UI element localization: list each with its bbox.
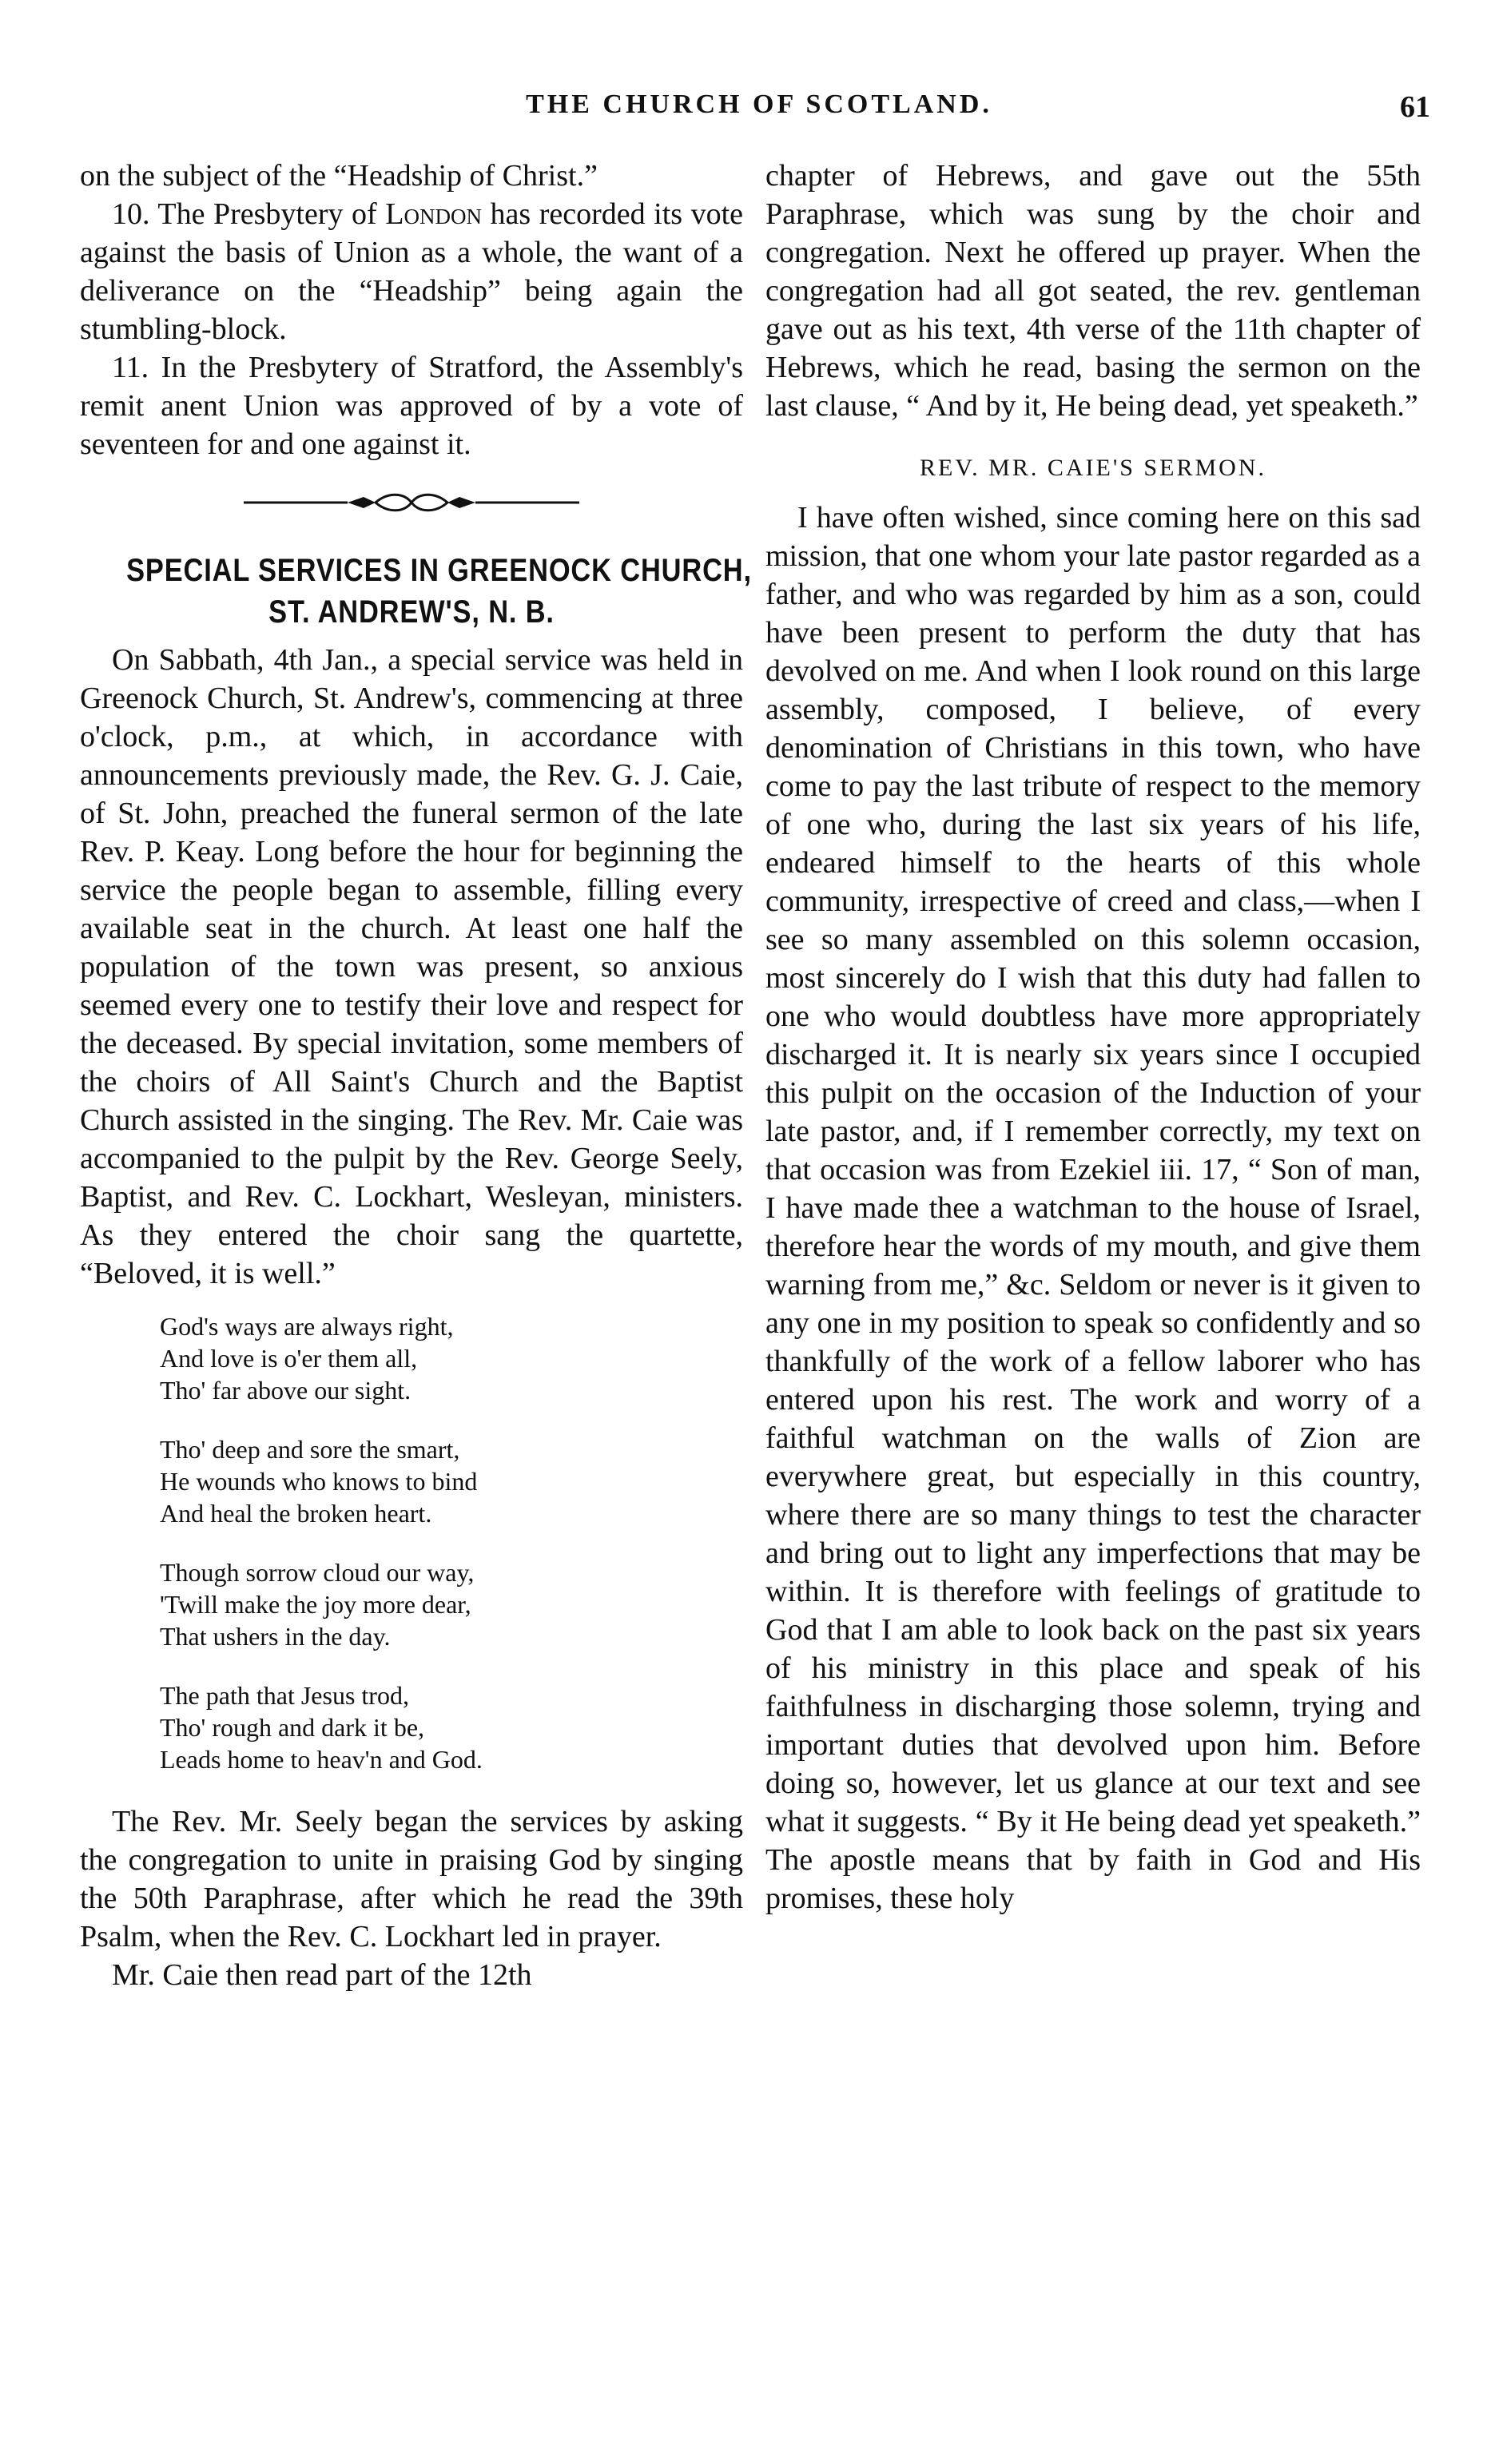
poem-line: Leads home to heav'n and God. [160,1745,483,1774]
paragraph: 11. In the Presbytery of Stratford, the Assembly's remit anent Union was approved of by a vote of seventeen for and one against it. [80,351,743,461]
poem-line: And heal the broken heart. [160,1499,432,1528]
poem-stanza [160,1310,743,1406]
paragraph: on the subject of the “Headship of Christ.” [80,159,598,193]
paragraph: The Rev. Mr. Seely began the services by asking the congregation to unite in praising God by singing the 50th Paraphrase, after which he read the 39th Psalm, when the Rev. C. Lockhart led in prayer. [80,1805,743,1953]
right-column [765,157,1421,1918]
ornament-divider [244,491,579,515]
section-title-line: SPECIAL SERVICES IN GREENOCK CHURCH, [126,553,752,588]
paragraph: On Sabbath, 4th Jan., a special service was held in Greenock Church, St. Andrew's, commencing at three o'clock, p.m., at which, in accordance with announcements previously made, the Rev. G. J. Caie, of St. John, preached the funeral sermon of the late Rev. P. Keay. Long before the hour for beginning the service the people began to assemble, filling every available seat in the church. At least one half the population of the town was present, so anxious seemed every one to testify their love and respect for the deceased. By special invitation, some members of the choirs of All Saint's Church and the Baptist Church assisted in the singing. The Rev. Mr. Caie was accompanied to the pulpit by the Rev. George Seely, Baptist, and Rev. C. Lockhart, Wesleyan, ministers. As they entered the choir sang the quartette, “Beloved, it is well.” [80,643,743,1290]
paragraph: I have often wished, since coming here on this sad mission, that one whom your late pastor regarded as a father, and who was regarded by him as a son, could have been present to perform the duty that has devolved on me. And when I look round on this large assembly, composed, I believe, of every denomination of Christians in this town, who have come to pay the last tribute of respect to the memory of one who, during the last six years of his life, endeared himself to the hearts of this whole community, irrespective of creed and class,—when I see so many assembled on this solemn occasion, most sincerely do I wish that this duty had fallen to one who would doubtless have more appropriately discharged it. It is nearly six years since I occupied this pulpit on the occasion of the Induction of your late pastor, and, if I remember correctly, my text on that occasion was from Ezekiel iii. 17, “ Son of man, I have made thee a watchman to the house of Israel, therefore hear the words of my mouth, and give them warning from me,” &c. Seldom or never is it given to any one in my position to speak so confidently and so thankfully of the work of a fellow laborer who has entered upon his rest. The work and worry of a faithful watchman on the walls of Zion are everywhere great, but especially in this country, where there are so many things to test the character and bring out to light any imperfections that may be within. It is therefore with feelings of gratitude to God that I am able to look back on the past six years of his ministry in this place and speak of his faithfulness in discharging those solemn, trying and important duties that devolved upon him. Before doing so, however, let us glance at our text and see what it suggests. “ By it He being dead yet speaketh.” The apostle means that by faith in God and His promises, these holy [765,501,1421,1915]
poem-line: Tho' deep and sore the smart, [160,1435,460,1464]
left-column [80,157,752,1994]
running-header [88,89,1430,137]
poem-line: The path that Jesus trod, [160,1681,409,1710]
poem-line: And love is o'er them all, [160,1344,418,1373]
poem-line: 'Twill make the joy more dear, [160,1590,471,1619]
paragraph-lead: The Presbytery of [157,197,377,231]
poem-line: Though sorrow cloud our way, [160,1558,475,1587]
running-title: THE CHURCH OF SCOTLAND. [526,89,992,119]
poem-line: That ushers in the day. [160,1622,391,1651]
page-number: 61 [1400,90,1430,124]
poem [160,1310,743,1775]
section-title [126,550,752,633]
poem-stanza [160,1556,743,1652]
poem-line: He wounds who knows to bind [160,1467,478,1496]
item-number: 10. [112,197,150,231]
poem-stanza [160,1679,743,1775]
paragraph: chapter of Hebrews, and gave out the 55th Paraphrase, which was sung by the choir and congregation. Next he offered up prayer. When the congregation had all got seated, the rev. gentleman gave out as his text, 4th verse of the 11th chapter of Hebrews, which he read, basing the sermon on the last clause, “ And by it, He being dead, yet speaketh.” [765,159,1421,423]
presbytery-name: London [385,197,482,231]
paragraph [80,195,743,348]
poem-line: Tho' rough and dark it be, [160,1713,425,1742]
paragraph-rest: has recorded its vote against the basis of Union as a whole, the want of a deliverance on the “Headship” being again the stumbling-block. [80,197,743,346]
poem-stanza [160,1433,743,1529]
section-title-line: ST. ANDREW'S, N. B. [268,594,555,630]
subheading: REV. MR. CAIE'S SERMON. [920,455,1266,481]
poem-line: God's ways are always right, [160,1312,454,1341]
poem-line: Tho' far above our sight. [160,1376,412,1405]
paragraph: Mr. Caie then read part of the 12th [112,1958,532,1992]
